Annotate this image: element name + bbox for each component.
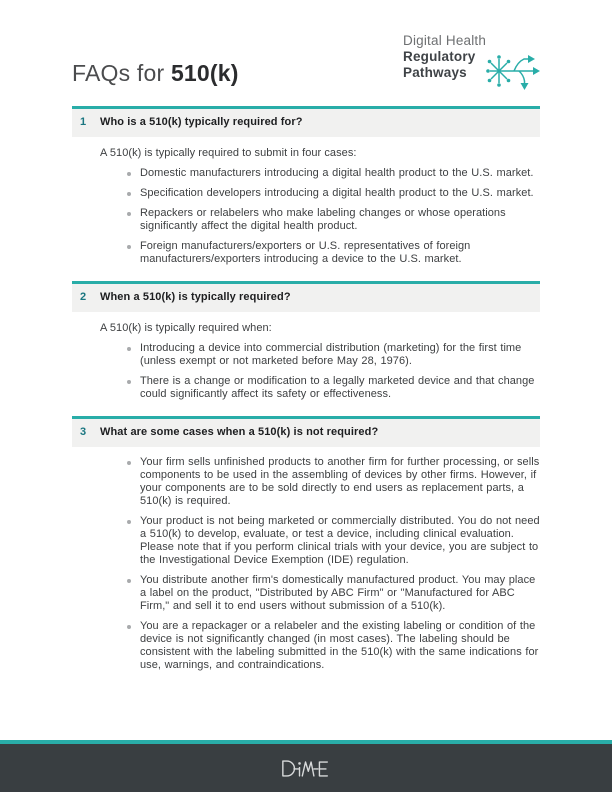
answer-intro: A 510(k) is typically required when: [100, 322, 272, 334]
question-text: What are some cases when a 510(k) is not required? [100, 426, 379, 438]
page-title-regular: FAQs for [72, 60, 171, 86]
question-text: Who is a 510(k) typically required for? [100, 116, 303, 128]
bullet-list [72, 167, 540, 266]
bullet-item: Your firm sells unfinished products to another firm for further processing, or sells components to be used in the assembling of devices by other firms. However, if your components are to be sold directly to end users as replacement parts, a 510(k) is required. [140, 456, 540, 507]
brand-line-1: Digital Health [403, 33, 487, 48]
bullet-item: Foreign manufacturers/exporters or U.S. representatives of foreign manufacturers/exporters introducing a device to the U.S. market. [140, 240, 540, 266]
bullet-item: Domestic manufacturers introducing a digital health product to the U.S. market. [140, 167, 540, 180]
bullet-item: Specification developers introducing a digital health product to the U.S. market. [140, 187, 540, 200]
brand-line-2: Regulatory [403, 49, 476, 64]
pathways-network-icon [483, 50, 549, 93]
bullet-item: You are a repackager or a relabeler and the existing labeling or condition of the device is not significantly changed (in most cases). The labeling should be consistent with the labeling submitted in the 510(k) with the same indications for use, warnings, and contraindications. [140, 620, 539, 671]
footer-bar [0, 744, 612, 792]
brand-logo [403, 33, 486, 81]
page-title [72, 60, 239, 87]
page-footer [0, 740, 612, 792]
bullet-item: You distribute another firm's domestically manufactured product. You may place a label on the product, "Distributed by ABC Firm" or "Manufactured for ABC Firm," and sell it to end users without submission of a 510(k). [140, 574, 540, 613]
question-text: When a 510(k) is typically required? [100, 291, 291, 303]
bullet-item: Your product is not being marketed or commercially distributed. You do not need a 510(k) to develop, evaluate, or test a device, including clinical evaluation. Please note that if you perform clinical trials with your device, you are subject to the Investigational Device Exemption (IDE) regulation. [140, 515, 540, 566]
page-title-bold: 510(k) [170, 60, 239, 86]
question-bar [72, 106, 540, 137]
bullet-item: Repackers or relabelers who make labeling changes or whose operations significantly affect the digital health product. [140, 207, 540, 233]
bullet-item: Introducing a device into commercial distribution (marketing) for the first time (unless exempt or not marketed before May 28, 1976). [140, 342, 540, 368]
bullet-list [72, 456, 540, 672]
bullet-list [72, 342, 540, 401]
question-number: 3 [80, 426, 87, 438]
faq-section-2 [72, 281, 540, 401]
question-bar [72, 281, 540, 312]
question-number: 1 [80, 116, 87, 128]
faq-list [72, 106, 540, 679]
question-bar [72, 416, 540, 447]
bullet-item: There is a change or modification to a legally marketed device and that change could significantly affect its safety or effectiveness. [140, 375, 540, 401]
answer-intro: A 510(k) is typically required to submit in four cases: [100, 147, 357, 159]
brand-line-3: Pathways [403, 65, 467, 80]
question-number: 2 [80, 291, 87, 303]
faq-section-1 [72, 106, 540, 266]
dime-logo [281, 759, 331, 778]
faq-section-3 [72, 416, 540, 672]
